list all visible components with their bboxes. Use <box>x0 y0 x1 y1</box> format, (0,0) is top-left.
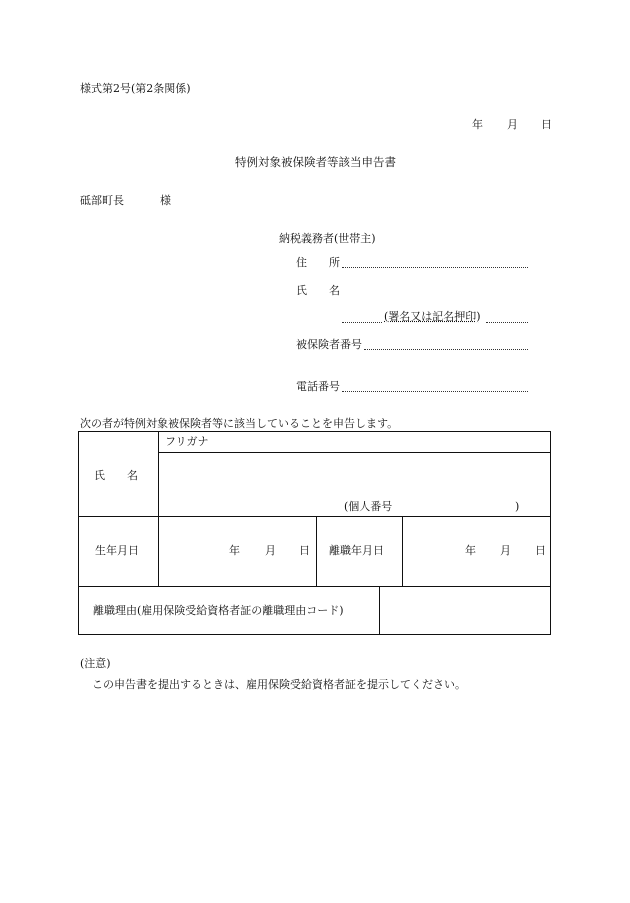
phone-label: 電話番号 <box>296 380 340 393</box>
addressee-honorific: 様 <box>160 194 171 207</box>
sep-month-label: 月 <box>500 544 511 557</box>
address-label: 住 所 <box>296 256 340 269</box>
sep-year-label: 年 <box>465 544 476 557</box>
insured-number-label: 被保険者番号 <box>296 338 362 351</box>
personal-number-label: (個人番号 <box>344 500 393 513</box>
form-number: 様式第2号(第2条関係) <box>80 82 191 95</box>
notes-heading: (注意) <box>80 657 111 670</box>
name-label: 氏 名 <box>296 284 340 297</box>
signature-field-left[interactable] <box>342 322 382 323</box>
date-day-label: 日 <box>541 118 552 131</box>
sep-day-label: 日 <box>535 544 546 557</box>
row-divider-2 <box>79 586 551 587</box>
separation-reason-label: 離職理由(雇用保険受給資格者証の離職理由コード) <box>93 604 344 617</box>
personal-number-close: ) <box>515 500 520 513</box>
furigana-label: フリガナ <box>165 435 209 448</box>
row-divider-1 <box>79 516 551 517</box>
table-name-label: 氏 名 <box>94 469 138 482</box>
birthdate-divider <box>316 516 317 586</box>
separation-date-divider <box>402 516 403 586</box>
separation-date-label: 離職年月日 <box>329 544 384 557</box>
document-title: 特例対象被保険者等該当申告書 <box>235 155 396 169</box>
birth-month-label: 月 <box>265 544 276 557</box>
furigana-divider <box>158 452 551 453</box>
date-year-label: 年 <box>472 118 483 131</box>
name-input-area[interactable] <box>165 454 545 500</box>
label-column-divider <box>158 432 159 586</box>
signature-field-right[interactable] <box>486 322 528 323</box>
declaration-text: 次の者が特例対象被保険者等に該当していることを申告します。 <box>80 417 399 430</box>
insured-number-field[interactable] <box>364 349 528 350</box>
birthdate-label: 生年月日 <box>95 544 139 557</box>
subject-table <box>78 431 551 635</box>
notes-text: この申告書を提出するときは、雇用保険受給資格者証を提示してください。 <box>92 678 466 691</box>
birth-year-label: 年 <box>229 544 240 557</box>
address-field[interactable] <box>342 267 528 268</box>
birth-day-label: 日 <box>299 544 310 557</box>
date-month-label: 月 <box>507 118 518 131</box>
signature-note: (署名又は記名押印) <box>384 310 481 323</box>
addressee-town: 砥部町長 <box>80 194 124 207</box>
separation-reason-input[interactable] <box>383 590 547 632</box>
reason-divider <box>379 586 380 635</box>
phone-field[interactable] <box>342 391 528 392</box>
personal-number-input[interactable] <box>401 500 511 514</box>
taxpayer-heading: 納税義務者(世帯主) <box>279 232 376 245</box>
